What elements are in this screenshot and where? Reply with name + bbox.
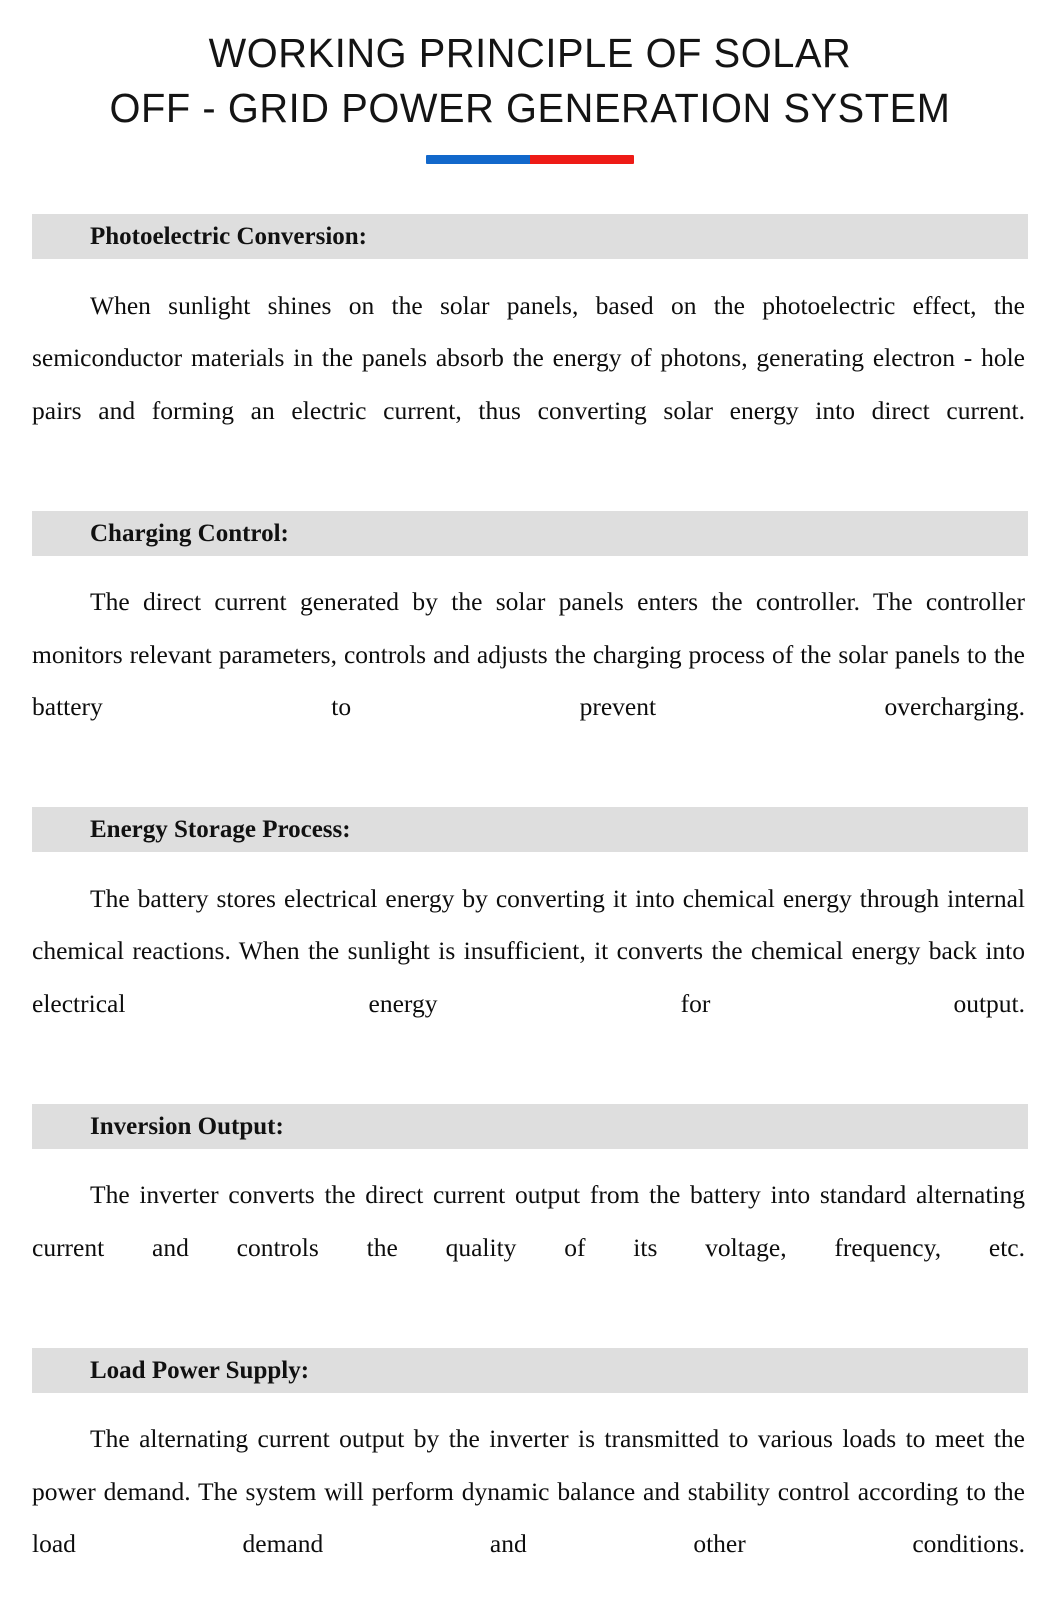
section-heading: Energy Storage Process: (32, 807, 1028, 852)
section-load-power-supply (32, 1348, 1028, 1623)
section-body: The alternating current output by the inverter is transmitted to various loads to meet the power demand. The system will perform dynamic balance and stability control according to the load demand and other conditions. (32, 1413, 1028, 1623)
divider-blue-segment (426, 155, 530, 164)
document-title-line-2: OFF - GRID POWER GENERATION SYSTEM (16, 81, 1044, 136)
section-photoelectric-conversion (32, 214, 1028, 490)
section-body: The direct current generated by the solar panels enters the controller. The controller monitors relevant parameters, controls and adjusts the charging process of the solar panels to the battery to prevent overcharging. (32, 576, 1028, 786)
section-charging-control (32, 511, 1028, 787)
title-divider-bar (426, 155, 634, 164)
document-content (0, 214, 1060, 1623)
section-body: The battery stores electrical energy by converting it into chemical energy through internal chemical reactions. When the sunlight is insufficient, it converts the chemical energy back into electrical energy for output. (32, 873, 1028, 1083)
section-body: When sunlight shines on the solar panels, based on the photoelectric effect, the semiconductor materials in the panels absorb the energy of photons, generating electron - hole pairs and forming an electric current, thus converting solar energy into direct current. (32, 280, 1028, 490)
divider-red-segment (530, 155, 634, 164)
section-inversion-output (32, 1104, 1028, 1327)
document-title-block (0, 0, 1060, 164)
section-heading: Photoelectric Conversion: (32, 214, 1028, 259)
section-heading: Load Power Supply: (32, 1348, 1028, 1393)
section-heading: Charging Control: (32, 511, 1028, 556)
section-energy-storage-process (32, 807, 1028, 1083)
section-body: The inverter converts the direct current output from the battery into standard alternating current and controls the quality of its voltage, frequency, etc. (32, 1169, 1028, 1327)
section-heading: Inversion Output: (32, 1104, 1028, 1149)
document-title-line-1: WORKING PRINCIPLE OF SOLAR (16, 26, 1044, 81)
